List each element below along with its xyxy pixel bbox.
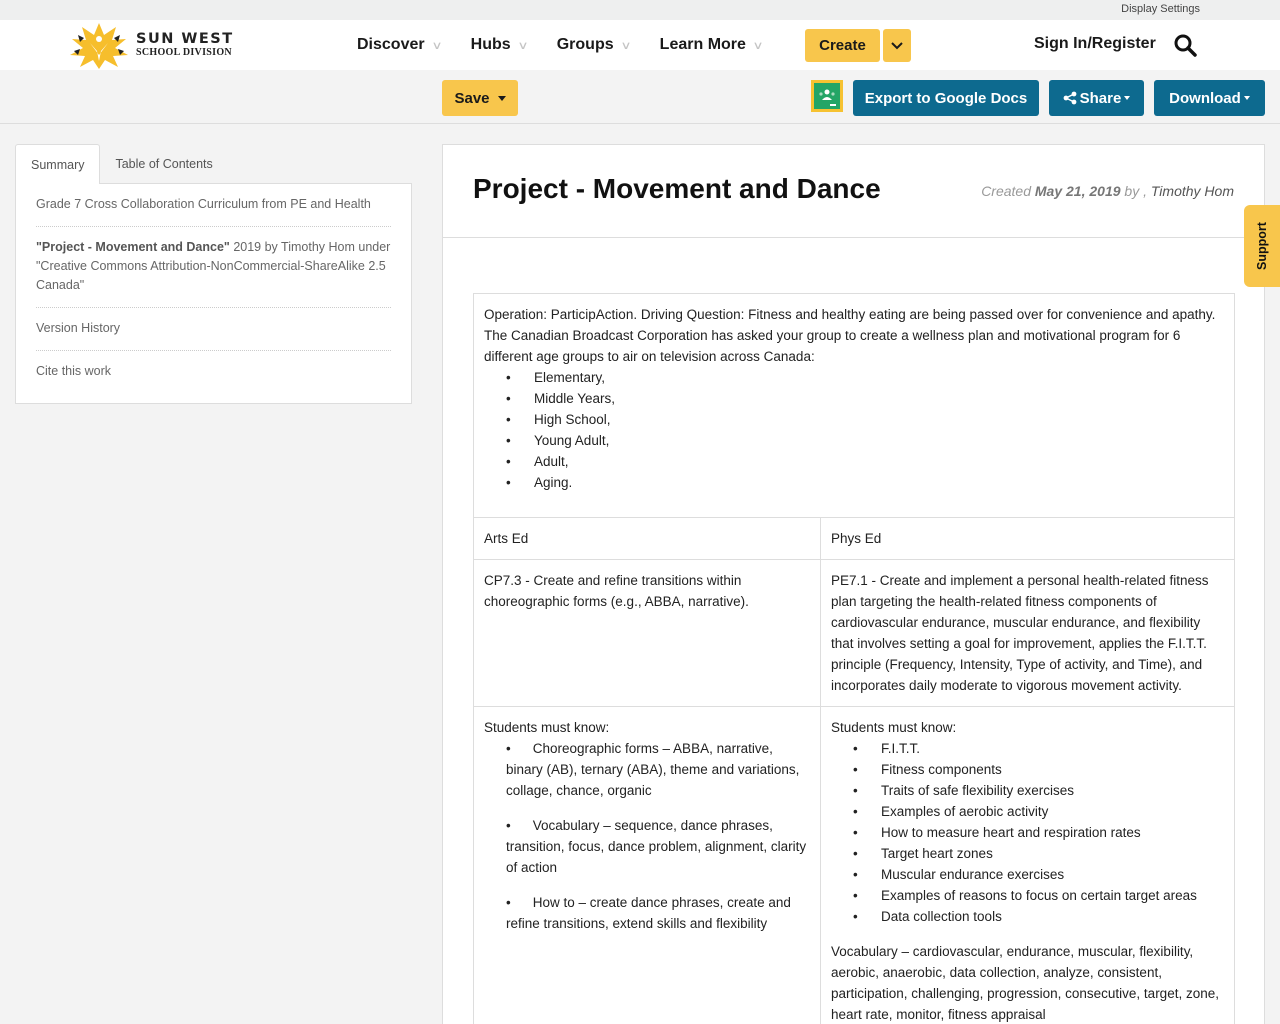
nav-learn-more-label: Learn More xyxy=(659,36,746,53)
phys-outcome: PE7.1 - Create and implement a personal health-related fitness plan targeting the health-related fitness components of cardiovascular endurance, muscular endurance, and flexibility that involves setting a goal for improvement, applies the F.I.T.T. principle (Frequency, Intensity, Type of activity, and Time), and incorporates daily moderate to vigorous movement activity. xyxy=(821,560,1235,707)
sign-in-register-link[interactable]: Sign In/Register xyxy=(1034,35,1156,52)
save-label: Save xyxy=(454,89,490,107)
license-title: "Project - Movement and Dance" xyxy=(36,240,230,254)
summary-panel xyxy=(15,183,412,404)
list-item: • Examples of reasons to focus on certain target areas xyxy=(853,885,1224,906)
tab-table-of-contents[interactable]: Table of Contents xyxy=(115,157,213,171)
phys-vocabulary: Vocabulary – cardiovascular, endurance, muscular, flexibility, aerobic, anaerobic, data collection, analyze, consistent, participation, challenging, progression, consecutive, target, zone, heart rate, monitor, fitness appraisal xyxy=(831,944,1219,1022)
download-label: Download xyxy=(1169,89,1241,107)
logo[interactable] xyxy=(68,20,234,70)
logo-subtitle: SCHOOL DIVISION xyxy=(136,46,232,58)
resource-header xyxy=(443,145,1264,238)
sidebar xyxy=(15,144,412,404)
page-title: Project - Movement and Dance xyxy=(473,173,881,204)
header-phys-ed: Phys Ed xyxy=(821,518,1235,560)
phys-know-label: Students must know: xyxy=(831,720,957,735)
top-strip xyxy=(0,0,1280,20)
list-item: • High School, xyxy=(506,409,1224,430)
caret-down-icon xyxy=(1124,96,1130,100)
list-item: • Aging. xyxy=(506,472,1224,493)
share-button[interactable] xyxy=(1049,80,1144,116)
list-item: • Vocabulary – sequence, dance phrases, transition, focus, dance problem, alignment, clarity of action xyxy=(506,815,810,878)
arts-know-label: Students must know: xyxy=(484,720,610,735)
support-label: Support xyxy=(1255,222,1270,270)
nav-discover[interactable] xyxy=(357,36,441,54)
caret-down-icon xyxy=(498,96,506,101)
chevron-down-icon: ∨ xyxy=(430,39,443,52)
list-item: • Middle Years, xyxy=(506,388,1224,409)
list-item: • Muscular endurance exercises xyxy=(853,864,1224,885)
download-button[interactable] xyxy=(1154,80,1265,116)
summary-text: Grade 7 Cross Collaboration Curriculum from PE and Health xyxy=(36,184,391,227)
curriculum-table xyxy=(473,293,1235,1024)
table-row xyxy=(474,294,1235,518)
main-nav xyxy=(357,20,792,70)
list-item: • Choreographic forms – ABBA, narrative, binary (AB), ternary (ABA), theme and variations, collage, chance, organic xyxy=(506,738,810,801)
version-history-link[interactable]: Version History xyxy=(36,308,391,351)
phys-know-list xyxy=(831,738,1224,927)
create-dropdown-button[interactable] xyxy=(883,29,911,62)
sidebar-tabs xyxy=(15,144,412,184)
list-item: • Traits of safe flexibility exercises xyxy=(853,780,1224,801)
phys-know-cell xyxy=(821,707,1235,1024)
resource-toolbar xyxy=(0,70,1280,124)
share-label: Share xyxy=(1079,89,1122,107)
export-google-docs-button[interactable]: Export to Google Docs xyxy=(853,80,1039,116)
list-item: • Target heart zones xyxy=(853,843,1224,864)
main-content xyxy=(442,144,1265,1024)
intro-cell xyxy=(474,294,1235,518)
list-item: • F.I.T.T. xyxy=(853,738,1224,759)
created-info xyxy=(981,183,1234,199)
create-button[interactable]: Create xyxy=(805,29,880,62)
chevron-down-icon: ∨ xyxy=(517,39,529,52)
table-row xyxy=(474,707,1235,1024)
created-date: May 21, 2019 xyxy=(1034,183,1121,199)
sun-logo-icon xyxy=(68,21,130,69)
chevron-down-icon: ∨ xyxy=(619,39,632,52)
nav-groups-label: Groups xyxy=(556,36,614,53)
list-item: • Elementary, xyxy=(506,367,1224,388)
google-classroom-icon[interactable] xyxy=(811,80,843,112)
list-item: • How to measure heart and respiration rates xyxy=(853,822,1224,843)
list-item: • Fitness components xyxy=(853,759,1224,780)
cite-work-link[interactable]: Cite this work xyxy=(36,364,112,378)
caret-down-icon xyxy=(1244,96,1250,100)
chevron-down-icon: ∨ xyxy=(752,39,764,52)
chevron-down-icon xyxy=(891,42,903,50)
table-row xyxy=(474,560,1235,707)
nav-hubs[interactable] xyxy=(471,36,527,54)
author-link[interactable]: Timothy Hom xyxy=(1150,183,1234,199)
list-item: • Young Adult, xyxy=(506,430,1224,451)
list-item: • Adult, xyxy=(506,451,1224,472)
search-icon[interactable] xyxy=(1173,33,1197,62)
nav-discover-label: Discover xyxy=(357,36,425,53)
save-button[interactable] xyxy=(442,80,518,116)
driving-question: Operation: ParticipAction. Driving Question: Fitness and healthy eating are being passed over for convenience and apathy. The Canadian Broadcast Corporation has asked your group to create a wellness plan and motivational program for 6 different age groups to air on television across Canada: xyxy=(484,307,1216,364)
support-tab[interactable] xyxy=(1244,205,1280,287)
tab-summary[interactable]: Summary xyxy=(15,144,100,184)
logo-title: SUN WEST xyxy=(136,31,234,48)
list-item: • Examples of aerobic activity xyxy=(853,801,1224,822)
nav-hubs-label: Hubs xyxy=(470,36,511,53)
list-item: • How to – create dance phrases, create and refine transitions, extend skills and flexibility xyxy=(506,892,810,934)
age-group-list xyxy=(484,367,1224,493)
license-details: 2019 by Timothy Hom under "Creative Commons Attribution-NonCommercial-ShareAlike 2.5 Canada" xyxy=(36,240,391,292)
nav-learn-more[interactable] xyxy=(660,36,762,54)
share-icon xyxy=(1063,91,1077,105)
license-text xyxy=(36,227,391,308)
header-arts-ed: Arts Ed xyxy=(474,518,821,560)
arts-know-cell xyxy=(474,707,821,1024)
arts-know-list xyxy=(484,738,810,934)
created-by-label: by , xyxy=(1120,183,1151,199)
site-header xyxy=(0,20,1280,70)
list-item: • Data collection tools xyxy=(853,906,1224,927)
arts-outcome: CP7.3 - Create and refine transitions within choreographic forms (e.g., ABBA, narrative). xyxy=(474,560,821,707)
nav-groups[interactable] xyxy=(557,36,630,54)
created-label: Created xyxy=(981,183,1035,199)
display-settings-link[interactable]: Display Settings xyxy=(1121,3,1200,15)
table-row xyxy=(474,518,1235,560)
